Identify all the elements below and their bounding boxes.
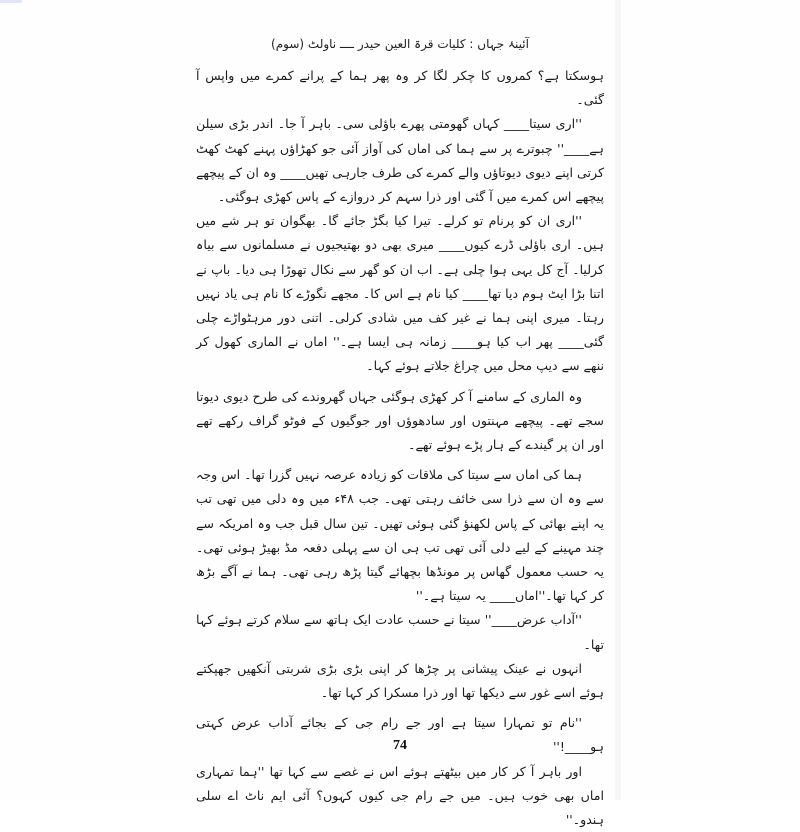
paragraph-4: وہ الماری کے سامنے آ کر کھڑی ہوگئی جہاں گھروندے کی طرح دیوی دیوتا سجے تھے۔ پیچھے مہنتوں اور سادھوؤں اور جوگیوں کے فوٹو گراف رکھے تھے اور ان پر گیندے کے ہار پڑے ہوئے تھے۔ xyxy=(196,388,604,453)
body-text xyxy=(196,64,604,832)
paragraph-1: ہوسکتا ہے؟ کمروں کا چکر لگا کر وہ پھر ہما کے پرانے کمرے میں واپس آ گئی۔ xyxy=(196,68,604,108)
page-edge-shadow xyxy=(615,0,621,800)
page-number: 74 xyxy=(393,738,407,753)
running-header: آئینۂ جہاں : کلیات قرۃ العین حیدر ــــ ناولٹ (سوم) xyxy=(271,37,529,51)
paragraph-3: ''اری ان کو پرنام تو کرلے۔ تیرا کیا بگڑ جائے گا۔ بھگوان تو ہر شے میں ہیں۔ اری باؤلی ڈرے کیوں____ میری بھی دو بھتیجیوں نے مسلمانوں سے بیاہ کرلیا۔ آج کل یہی ہوا چلی ہے۔ اب ان کو گھر سے نکال تھوڑا ہی دیا۔ باپ نے اتنا بڑا ایٹ ہوم دیا تھا____ کیا نام ہے اس کا۔ مجھے نگوڑے کا نام ہی یاد نہیں رہتا۔ میری اپنی ہما نے غیر کف میں شادی کرلی۔ اتنی دور مرہٹواڑے چلی گئی____ پھر اب کیا ہو____ زمانہ ہی ایسا ہے۔'' اماں نے الماری کھول کر ننھے سے دیپ محل میں چراغ جلاتے ہوئے کہا۔ xyxy=(196,213,604,374)
paragraph-6: ''آداب عرض____'' سیتا نے حسب عادت ایک ہاتھ سے سلام کرتے ہوئے کہا تھا۔ xyxy=(196,612,604,652)
paragraph-9: اور باہر آ کر کار میں بیٹھتے ہوئے اس نے غصے سے کہا تھا ''ہما تمہاری اماں بھی خوب ہیں۔ میں جے رام جی کیوں کہوں؟ آئی ایم ناٹ اے سلی ہندو۔'' xyxy=(196,763,604,828)
scan-corner-mark xyxy=(0,0,22,3)
paragraph-5: ہما کی اماں سے سیتا کی ملاقات کو زیادہ عرصہ نہیں گزرا تھا۔ اس وجہ سے وہ ان سے ذرا سی خائف رہتی تھی۔ جب ۴۸ء میں وہ دلی میں تھی تب یہ اپنے بھائی کے پاس لکھنؤ گئی ہوئی تھیں۔ تین سال قبل جب وہ امریکہ سے چند مہینے کے لیے دلی آئی تھی تب ہی ان سے پہلی دفعہ مڈ بھیڑ ہوئی تھی۔ یہ حسب معمول گھاس پر مونڈھا بچھائے گیتا پڑھ رہی تھی۔ ہما نے آگے بڑھ کر کہا تھا۔''اماں____ یہ سیتا ہے۔'' xyxy=(196,467,604,604)
paragraph-2: ''اری سیتا____ کہاں گھومتی پھرے باؤلی سی۔ باہر آ جا۔ اندر بڑی سیلن ہے____'' چبوترے پر سے ہما کی اماں کی آواز آئی جو کھڑاؤں پہنے کھٹ کھٹ کرتی اپنے دیوی دیوتاؤں والے کمرے کی طرف جارہی تھیں____ وہ ان کے پیچھے پیچھے اس کمرے میں آ گئی اور ذرا سہم کر دروازے کے پاس کھڑی ہوگئی۔ xyxy=(196,116,604,205)
paragraph-8: ''نام تو تمہارا سیتا ہے اور جے رام جی کے بجائے آداب عرض کہتی ہو____!'' xyxy=(196,715,604,755)
paragraph-7: انہوں نے عینک پیشانی پر چڑھا کر اپنی بڑی بڑی شربتی آنکھیں جھپکتے ہوئے اسے غور سے دیکھا تھا اور ذرا مسکرا کر کہا تھا۔ xyxy=(196,660,604,701)
